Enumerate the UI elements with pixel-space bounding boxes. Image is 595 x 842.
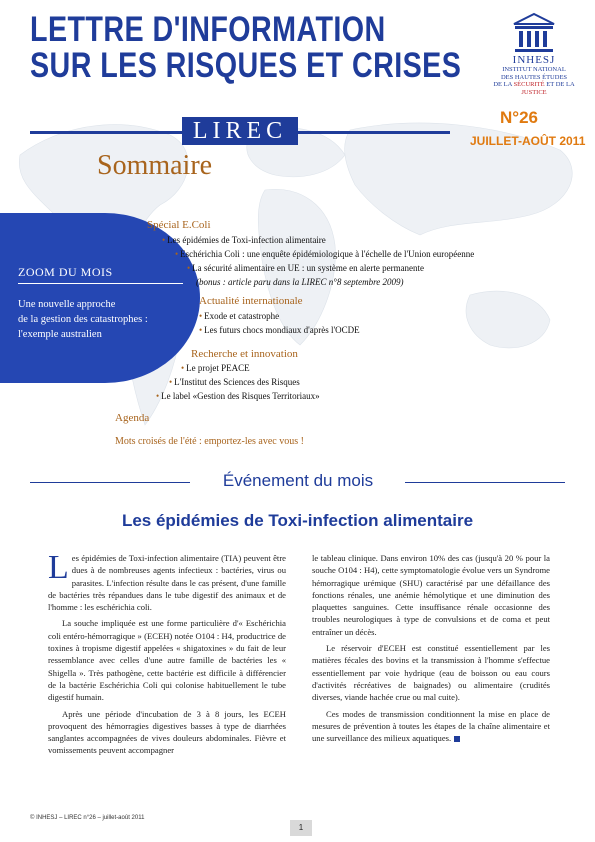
- article-column-1: [48, 549, 286, 761]
- institute-line-3: [488, 81, 580, 96]
- institute-name: [488, 66, 580, 96]
- event-rule-right: [405, 482, 565, 483]
- footer-copyright: © INHESJ – LIREC n°26 – juillet-août 2011: [30, 815, 145, 821]
- article-paragraph: [312, 708, 550, 745]
- toc-heading-actualite[interactable]: Actualité internationale: [199, 295, 303, 307]
- logo-name: INHESJ: [512, 54, 556, 66]
- institution-columns-icon: [512, 12, 556, 54]
- toc-item-label: Eschérichia Coli : une enquête épidémiologique à l'échelle de l'Union européenne: [180, 249, 475, 259]
- lirec-badge: LIREC: [182, 117, 298, 145]
- toc-item[interactable]: • Exode et catastrophe: [199, 311, 280, 321]
- event-rule-left: [30, 482, 190, 483]
- title-line-2: SUR LES RISQUES ET CRISES: [30, 46, 462, 85]
- toc-heading-agenda[interactable]: Agenda: [115, 412, 150, 424]
- toc-heading-recherche[interactable]: Recherche et innovation: [191, 348, 298, 360]
- institute-line-3c: ET DE LA: [544, 81, 575, 88]
- newsletter-title: [30, 10, 462, 85]
- institute-line-3a: DE LA: [493, 81, 514, 88]
- toc-item[interactable]: • Les épidémies de Toxi-infection alimentaire: [162, 235, 326, 245]
- paragraph-text: es épidémies de Toxi-infection alimentaire (TIA) peuvent être dues à de nombreuses agents infectieux : bactéries, virus ou parasites. L'infection résulte dans le cas présent, d'une famille de bactéries très répandues dans le tube digestif des animaux et de l'homme : les eschérichia coli.: [48, 553, 286, 613]
- end-mark-icon: [454, 736, 460, 742]
- toc-item[interactable]: • La sécurité alimentaire en UE : un système en alerte permanente: [187, 263, 425, 273]
- zoom-text-line-3: l'exemple australien: [18, 329, 102, 340]
- toc-item[interactable]: • Le label «Gestion des Risques Territoriaux»: [156, 391, 320, 401]
- sommaire-title: Sommaire: [97, 150, 213, 181]
- institute-line-1: INSTITUT NATIONAL: [502, 66, 566, 73]
- toc-item-label: Les futurs chocs mondiaux d'après l'OCDE: [204, 325, 360, 335]
- zoom-divider: [18, 283, 183, 284]
- zoom-text: [18, 297, 188, 342]
- article-paragraph: Le réservoir d'ECEH est constitué essentiellement par les matières fécales des bovins et la transmission à l'homme s'effectue essentiellement par voie hydrique (eau de boisson ou eau cours d'activités récréatives de baignades) ou alimentaire (crudités diverses, viande hachée crue ou mal cuite).: [312, 643, 550, 703]
- article-column-2: [312, 552, 550, 748]
- toc-heading-special[interactable]: Spécial E.Coli: [147, 219, 211, 231]
- page-number: 1: [290, 820, 312, 836]
- article-paragraph: La souche impliquée est une forme particulière d'« Eschérichia coli entéro-hémorragique » (ECEH) notée O104 : H4, productrice de toxines à tropisme digestif appelées « shigatoxines » du fait de leur ressemblance avec celles d'une autre famille de bactéries les « Shigella ». Très pathogène, cette bactérie est difficile à différencier de la bactérie Eschérichia Coli qui colonise habituellement le tube digestif humain.: [48, 618, 286, 703]
- toc-item-label: Exode et catastrophe: [204, 311, 280, 321]
- zoom-text-line-2: de la gestion des catastrophes :: [18, 314, 148, 325]
- title-line-1: LETTRE D'INFORMATION: [30, 10, 386, 49]
- toc-note: (bonus : article paru dans la LIREC n°8 septembre 2009): [196, 277, 404, 287]
- article-paragraph: [48, 549, 286, 613]
- institute-line-2: DES HAUTES ÉTUDES: [500, 73, 568, 81]
- article-paragraph: le tableau clinique. Dans environ 10% des cas (jusqu'à 20 % pour la souche O104 : H4), cette symptomatologie évolue vers un Syndrome hémorragique urémique (SHU) caractérisé par une défaillance des fonctions rénales, une anémie hémolytique et une diminution des plaquettes sanguines. Cette insuffisance rénale occasionne des troubles neurologiques à type de convulsions et de coma et peut entraîner un décès.: [312, 553, 550, 637]
- paragraph-text: Ces modes de transmission conditionnent la mise en place de mesures de prévention à toutes les étapes de la chaîne alimentaire et une surveillance des milieux aquatiques.: [312, 708, 550, 744]
- toc-item[interactable]: • Le projet PEACE: [181, 363, 250, 373]
- toc-item[interactable]: • Les futurs chocs mondiaux d'après l'OCDE: [199, 325, 360, 335]
- toc-heading-mots-croises[interactable]: Mots croisés de l'été : emportez-les avec vous !: [115, 436, 304, 447]
- toc-item-label: Le projet PEACE: [186, 363, 250, 373]
- article-paragraph: Après une période d'incubation de 3 à 8 jours, les ECEH provoquent des hémorragies digestives basses à type de diarrhées sanglantes accompagnées de vives douleurs abdominales. Fièvre et vomissements peuvent accompagner: [48, 708, 286, 756]
- zoom-text-line-1: Une nouvelle approche: [18, 299, 116, 310]
- institute-line-3b: SÉCURITÉ: [513, 81, 545, 88]
- toc-item-label: Le label «Gestion des Risques Territoriaux»: [161, 391, 320, 401]
- article-title: Les épidémies de Toxi-infection alimentaire: [121, 511, 474, 530]
- toc-item[interactable]: • L'Institut des Sciences des Risques: [169, 377, 300, 387]
- institute-line-3d: JUSTICE: [521, 88, 547, 96]
- event-section-title: Événement du mois: [222, 471, 374, 490]
- issue-number: N°26: [500, 108, 538, 127]
- inhesj-logo: [488, 12, 580, 96]
- toc-item-label: L'Institut des Sciences des Risques: [174, 377, 300, 387]
- zoom-title: ZOOM DU MOIS: [18, 265, 113, 279]
- toc-item-label: Les épidémies de Toxi-infection alimentaire: [167, 235, 326, 245]
- drop-cap: L: [48, 549, 69, 586]
- toc-item-label: La sécurité alimentaire en UE : un système en alerte permanente: [192, 263, 425, 273]
- toc-item[interactable]: • Eschérichia Coli : une enquête épidémiologique à l'échelle de l'Union européenne: [175, 249, 475, 259]
- issue-date: JUILLET-AOÛT 2011: [470, 134, 586, 148]
